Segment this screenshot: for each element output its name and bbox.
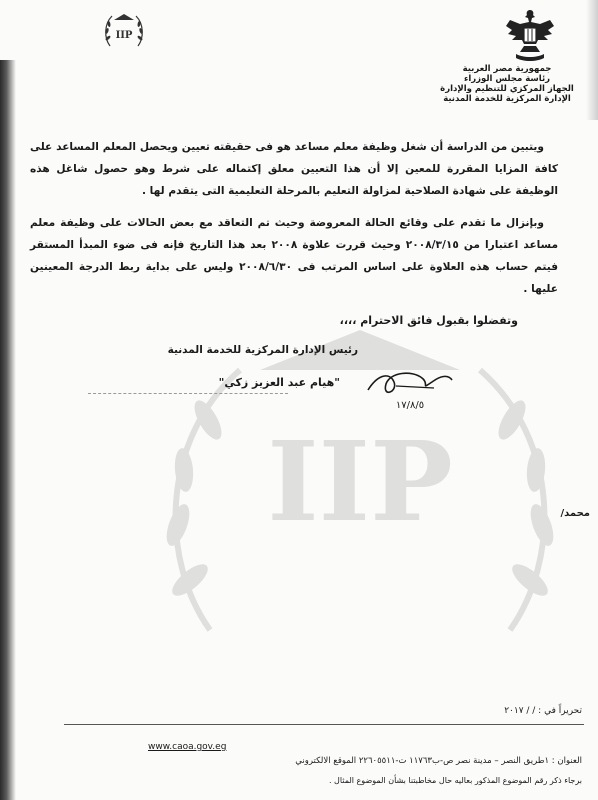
date-written-line: تحريراً في : / / ٢٠١٧ bbox=[504, 706, 582, 716]
reference-marker: محمد/ bbox=[560, 508, 590, 519]
letter-body bbox=[30, 136, 558, 310]
footer-note: برجاء ذكر رقم الموضوع المذكور بعاليه حال مخاطبتنا بشأن الموضوع المثال . bbox=[328, 776, 582, 785]
iip-logo-caption: IIP bbox=[115, 30, 133, 41]
signatory-title: رئيس الإدارة المركزية للخدمة المدنية bbox=[167, 344, 358, 356]
handwritten-signature bbox=[360, 360, 460, 420]
footer-divider bbox=[64, 724, 584, 725]
website-link[interactable]: www.caoa.gov.eg bbox=[148, 742, 227, 752]
org-line-country: جمهورية مصر العربية bbox=[462, 64, 552, 74]
scan-edge-shadow bbox=[0, 60, 16, 800]
iip-logo-icon bbox=[100, 6, 148, 54]
body-paragraph: وبإنزال ما تقدم على وقائع الحالة المعروضة وحيث تم التعاقد مع بعض الحالات على وظيفة معلم مساعد اعتبارا من ٢٠٠٨/٣/١٥ وحيث قررت علاوة ٢٠٠٨ بعد هذا التاريخ فإنه فى ضوء المبدأ المستقر فيتم حساب هذه العلاوة على اساس المرتب فى ٢٠٠٨/٦/٣٠ وليس على بداية ربط الدرجة المعينين عليها . bbox=[30, 217, 559, 295]
body-paragraph: ويتبين من الدراسة أن شغل وظيفة معلم مساعد هو فى حقيقته تعيين ويحصل المعلم المساعد على كافة المزايا المقررة للمعين إلا أن هذا التعيين معلق إكتماله على شرط وهو حصول شاغل هذه الوظيفة على شهادة الصلاحية لمزاولة التعليم بالمرحلة التعليمية التى يتقدم لها . bbox=[30, 141, 558, 197]
org-line-cabinet: رئاسة مجلس الوزراء bbox=[463, 74, 551, 84]
watermark-caption: IIP bbox=[267, 417, 453, 546]
signature-rule bbox=[88, 393, 288, 394]
signatory-name: "هيام عبد العزيز زكي" bbox=[218, 376, 340, 389]
footer-address: العنوان : ١طريق النصر – مدينة نصر ص-ب١١٧٦٣ ت-٢٢٦٠٥٥١١ الموقع الالكتروني bbox=[295, 756, 582, 766]
closing-salutation: وتفضلوا بقبول فائق الاحترام ،،،، bbox=[339, 314, 518, 327]
org-header bbox=[432, 64, 582, 104]
scan-corner-shadow bbox=[586, 0, 598, 120]
signature-date-mark: ١٧/٨/٥ bbox=[395, 400, 425, 411]
org-line-agency: الجهاز المركزي للتنظيم والإدارة bbox=[440, 84, 574, 94]
egypt-eagle-emblem-icon bbox=[502, 8, 558, 66]
org-line-department: الإدارة المركزية للخدمة المدنية bbox=[443, 94, 571, 104]
